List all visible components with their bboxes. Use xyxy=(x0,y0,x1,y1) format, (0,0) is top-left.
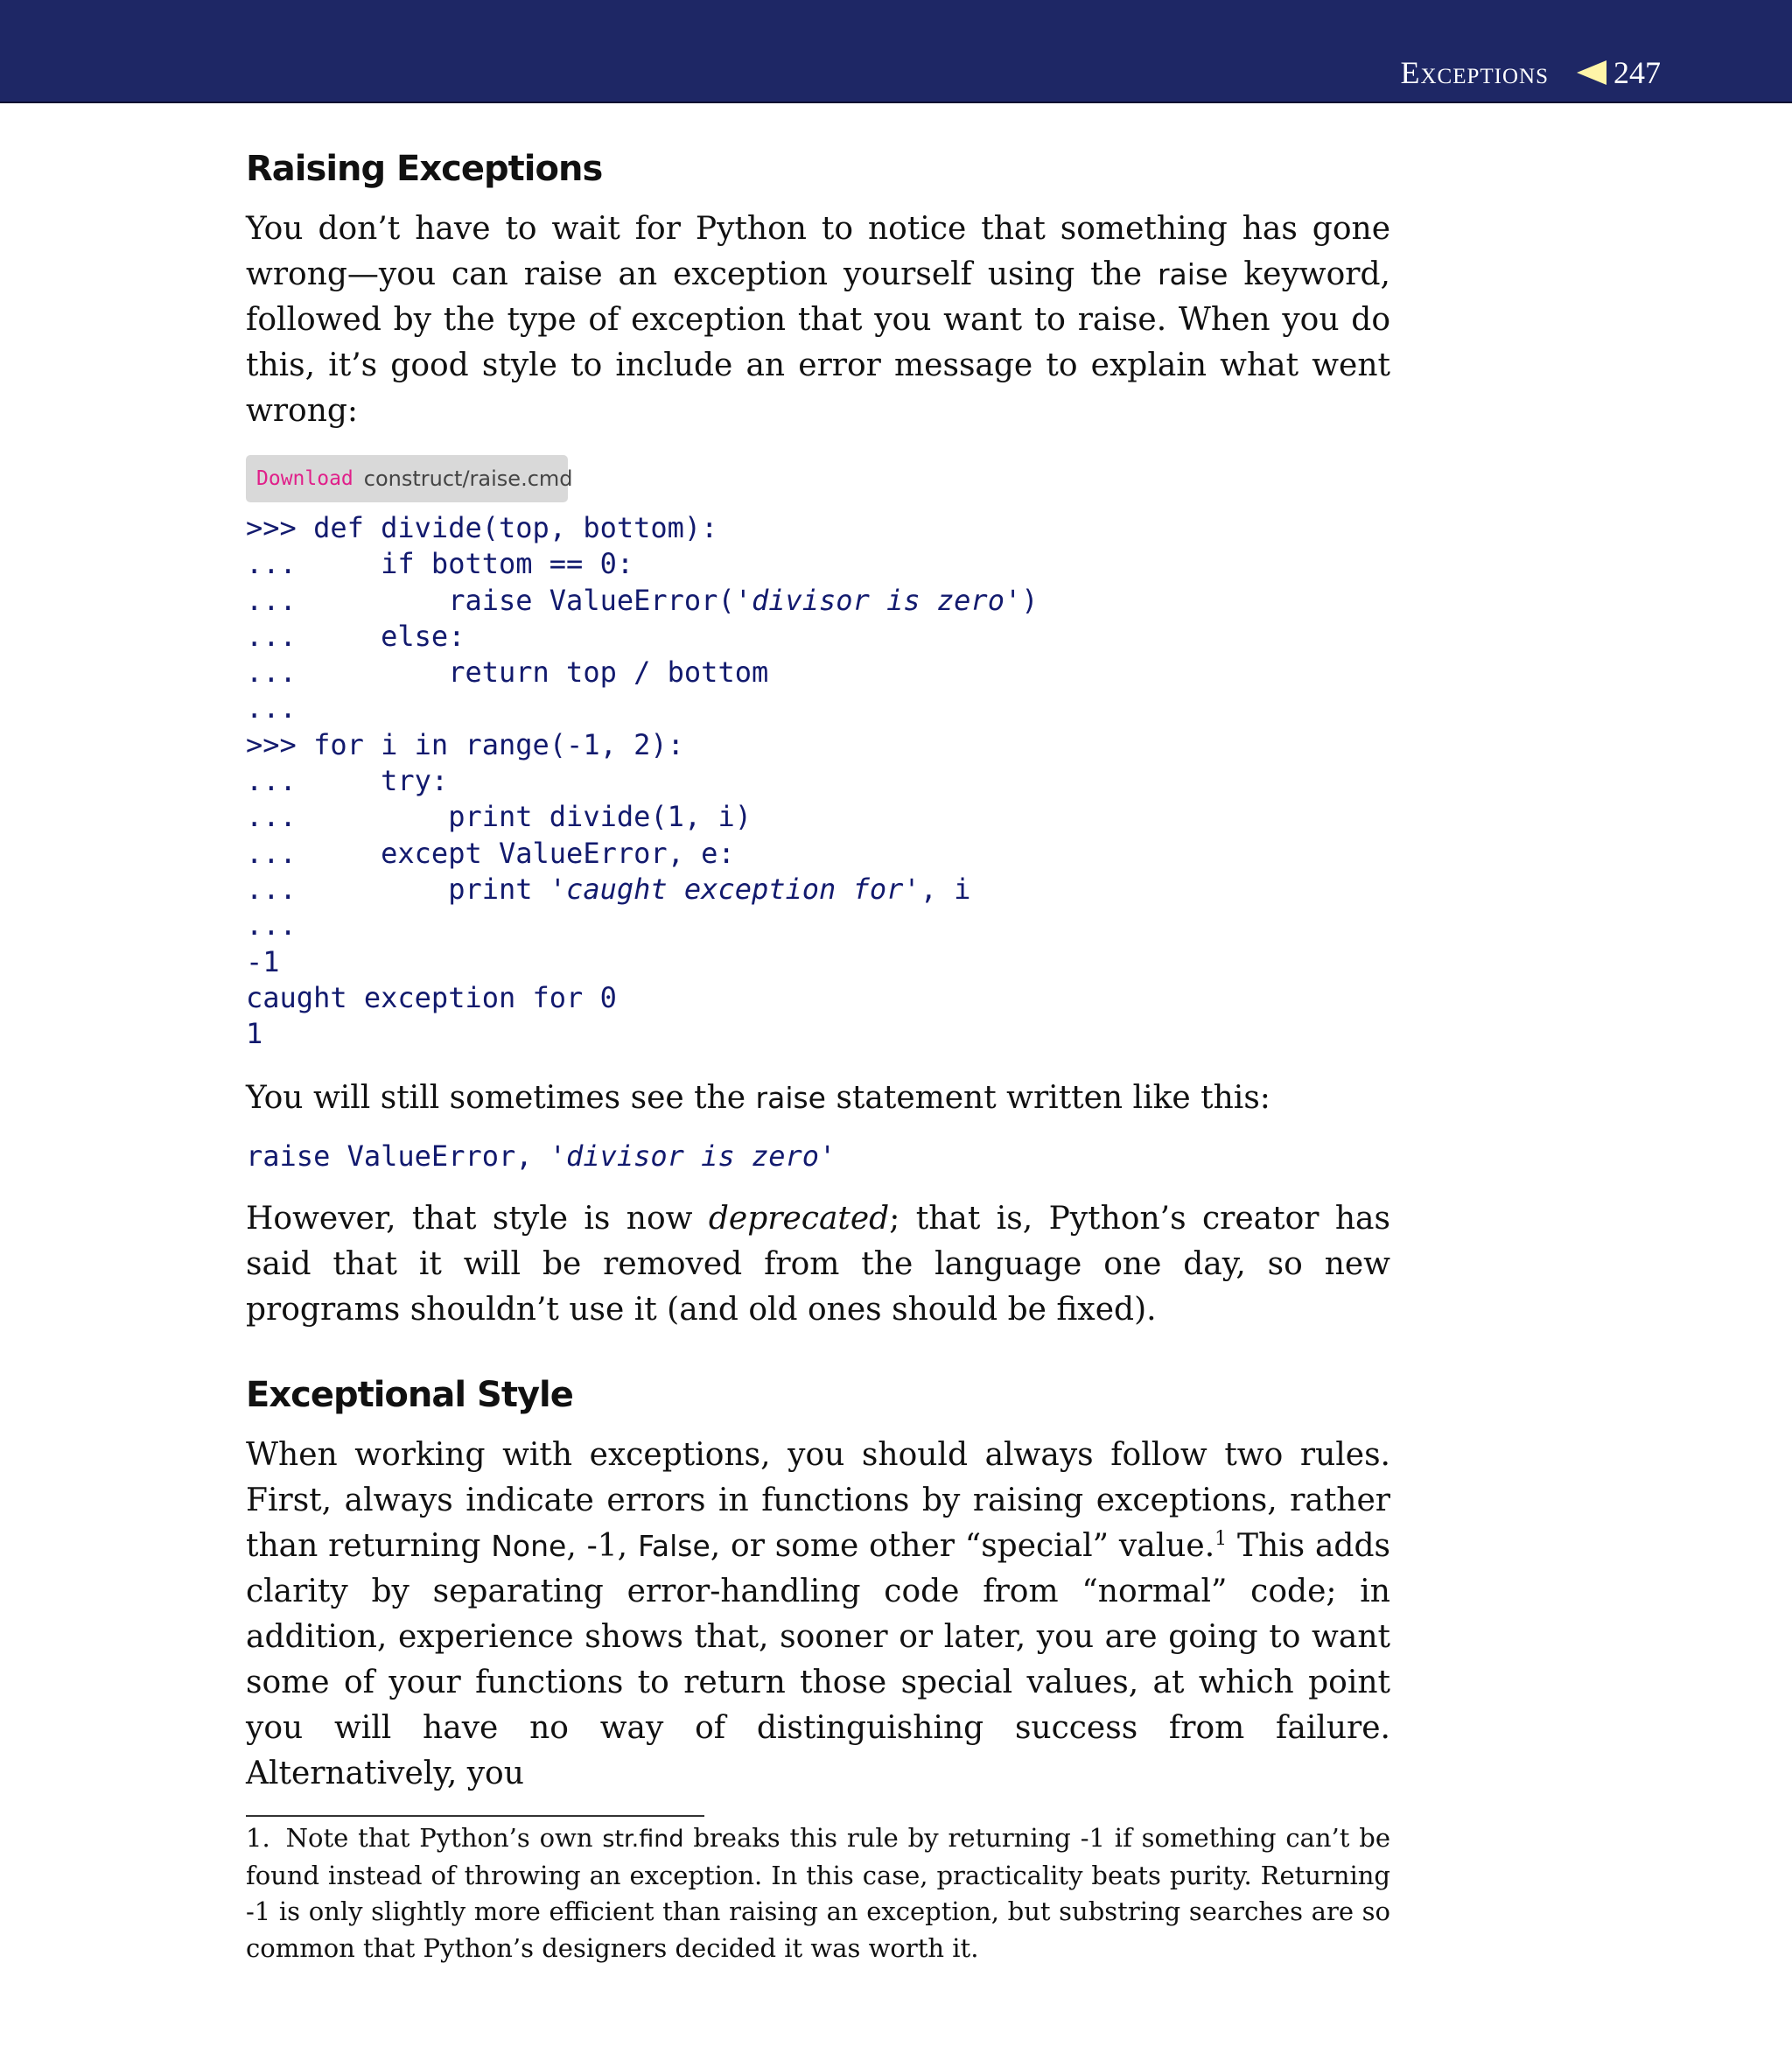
running-header xyxy=(1400,54,1661,91)
code-line: ... print xyxy=(246,872,550,906)
code-line: ... xyxy=(246,908,297,943)
section-heading-raising-exceptions: Raising Exceptions xyxy=(246,149,603,189)
emphasis-deprecated: deprecated xyxy=(708,1201,890,1237)
footnote-divider xyxy=(246,1815,704,1817)
code-line: ... print divide(1, i) xyxy=(246,800,752,834)
inline-code-minus-one: -1 xyxy=(586,1528,618,1564)
download-file-path: construct/raise.cmd xyxy=(363,466,573,491)
footnote-marker: 1. xyxy=(246,1823,270,1853)
code-line: ... raise ValueError( xyxy=(246,583,735,617)
code-line: ... except ValueError, e: xyxy=(246,836,735,870)
code-string: 'divisor is zero' xyxy=(734,583,1022,617)
inline-code-raise: raise xyxy=(755,1081,826,1115)
running-title: Exceptions xyxy=(1400,55,1549,90)
still-sometimes-paragraph: You will still sometimes see the raise statement written like this: xyxy=(246,1080,1270,1116)
code-old-raise-syntax: raise ValueError, 'divisor is zero' xyxy=(246,1139,836,1173)
code-output-line: 1 xyxy=(246,1017,263,1051)
section-heading-exceptional-style: Exceptional Style xyxy=(246,1375,573,1415)
inline-code-none: None xyxy=(491,1529,567,1563)
inline-code-minus-one: -1 xyxy=(1080,1823,1105,1853)
code-string: 'divisor is zero' xyxy=(549,1139,836,1173)
footnote-1: 1. Note that Python’s own str.find breaks this rule by returning -1 if something can’t be found instead of throwing an exception. In this case, practicality beats purity. Returning -1 is only slightly more efficient than raising an exception, but substring searches are so common that Python’s designers decided it was worth it. xyxy=(246,1823,1390,1963)
code-line: ... if bottom == 0: xyxy=(246,547,634,581)
code-line: ... return top / bottom xyxy=(246,655,769,690)
page-header xyxy=(0,0,1792,103)
download-label[interactable]: Download xyxy=(256,467,354,490)
footnote-reference[interactable]: 1 xyxy=(1214,1528,1228,1550)
inline-code-false: False xyxy=(637,1529,710,1563)
download-code-link[interactable] xyxy=(246,455,573,502)
code-line: ... try: xyxy=(246,764,449,798)
page-number: 247 xyxy=(1614,55,1661,90)
code-line: >>> for i in range(-1, 2): xyxy=(246,727,684,761)
previous-page-arrow-icon[interactable] xyxy=(1577,60,1606,85)
code-output-line: -1 xyxy=(246,944,280,978)
inline-code-str-find: str.find xyxy=(602,1826,684,1853)
inline-code-minus-one: -1 xyxy=(246,1896,271,1926)
code-line: ... xyxy=(246,691,297,726)
code-output-line: caught exception for 0 xyxy=(246,980,617,1014)
intro-paragraph: You don’t have to wait for Python to notice that something has gone wrong—you can raise an exception yourself using the raise keyword, followed by the type of exception that you want to raise. When you do this, it’s good style to include an error message to explain what went wrong: xyxy=(246,211,1390,429)
inline-code-raise: raise xyxy=(1157,257,1228,291)
deprecated-paragraph: However, that style is now deprecated; that is, Python’s creator has said that it will be removed from the language one day, so new programs shouldn’t use it (and old ones should be fixed). xyxy=(246,1201,1390,1328)
exceptional-style-paragraph: When working with exceptions, you should always follow two rules. First, always indicate errors in functions by raising exceptions, rather than returning None, -1, False, or some other “special” value.$^1$ This adds clarity by separating error-handling code from “normal” code; in addition, experience shows that, sooner or later, you are going to want some of your functions to return those special values, at which point you will have no way of distinguishing success from failure. Alternatively, you xyxy=(246,1437,1390,1791)
code-string: 'caught exception for' xyxy=(549,872,920,906)
code-line: ... else: xyxy=(246,619,466,653)
code-block-divide: >>> def divide(top, bottom): ... if bottom == 0: ... raise ValueError('divisor is zero') ... else: ... return top / bottom ... >>> for i in range(-1, 2): ... try: ... print divide(1, i) ... except ValueError, e: ... print 'caught exception for', i ... -1 caught exception for 0 1 xyxy=(246,511,1039,1051)
code-line: >>> def divide(top, bottom): xyxy=(246,511,718,544)
